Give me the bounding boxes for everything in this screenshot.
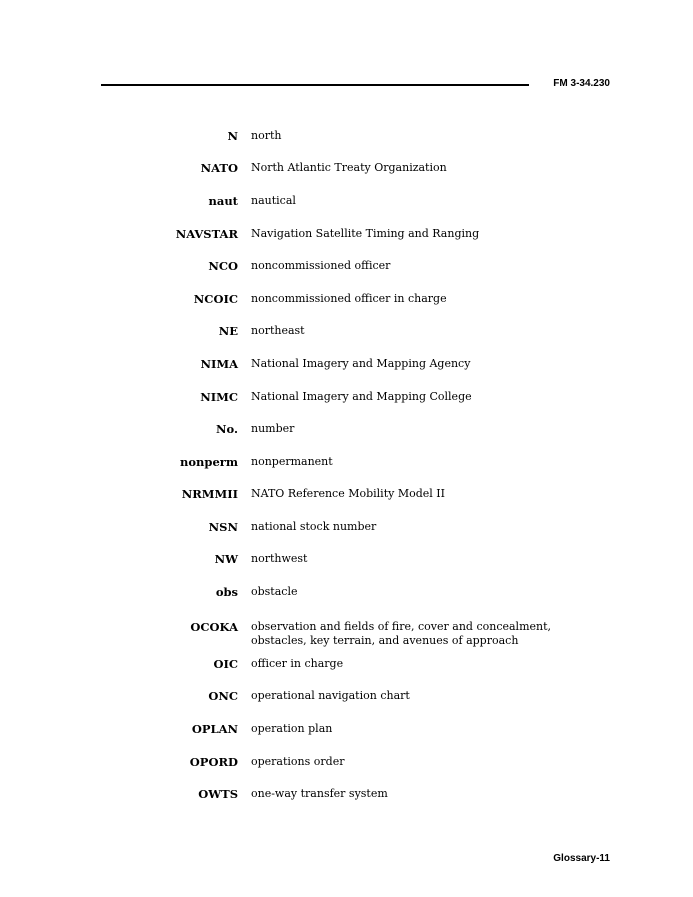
glossary-term: NE bbox=[218, 324, 238, 338]
glossary-definition: operation plan bbox=[251, 722, 333, 735]
glossary-term: N bbox=[227, 129, 238, 143]
glossary-definition: observation and fields of fire, cover and concealment, obstacles, key terrain, and avenues of approach bbox=[251, 620, 552, 647]
glossary-term: No. bbox=[216, 422, 238, 436]
glossary-definition: National Imagery and Mapping Agency bbox=[251, 357, 471, 370]
glossary-definition: operations order bbox=[251, 755, 345, 768]
glossary-definition: operational navigation chart bbox=[251, 689, 410, 702]
glossary-definition: northwest bbox=[251, 552, 308, 565]
glossary-term: NCO bbox=[208, 259, 238, 273]
glossary-term: nonperm bbox=[180, 455, 238, 469]
glossary-definition: obstacle bbox=[251, 585, 298, 598]
glossary-definition: officer in charge bbox=[251, 657, 344, 670]
glossary-term: NRMMII bbox=[181, 487, 238, 501]
glossary-definition: number bbox=[251, 422, 295, 435]
glossary-term: OPORD bbox=[189, 755, 238, 769]
glossary-term: OPLAN bbox=[191, 722, 238, 736]
glossary-term: naut bbox=[208, 194, 238, 208]
glossary-term: OWTS bbox=[198, 787, 238, 801]
glossary-term: NIMC bbox=[200, 390, 238, 404]
page-number: Glossary-11 bbox=[553, 853, 610, 864]
glossary-definition: National Imagery and Mapping College bbox=[251, 390, 472, 403]
glossary-term: OIC bbox=[213, 657, 238, 671]
glossary-term: NAVSTAR bbox=[175, 227, 238, 241]
glossary-term: NATO bbox=[200, 161, 238, 175]
glossary-definition: NATO Reference Mobility Model II bbox=[251, 487, 445, 500]
glossary-term: obs bbox=[215, 585, 238, 599]
glossary-term: NW bbox=[214, 552, 238, 566]
glossary-term: ONC bbox=[208, 689, 238, 703]
glossary-definition: one-way transfer system bbox=[251, 787, 388, 800]
glossary-definition: Navigation Satellite Timing and Ranging bbox=[251, 227, 480, 240]
glossary-definition: nautical bbox=[251, 194, 296, 207]
glossary-definition: northeast bbox=[251, 324, 305, 337]
glossary-definition: North Atlantic Treaty Organization bbox=[251, 161, 447, 174]
glossary-definition: noncommissioned officer bbox=[251, 259, 391, 272]
glossary-term: NCOIC bbox=[193, 292, 238, 306]
glossary-definition: national stock number bbox=[251, 520, 377, 533]
document-id: FM 3-34.230 bbox=[553, 78, 610, 89]
glossary-term: NSN bbox=[208, 520, 238, 534]
glossary-term: OCOKA bbox=[190, 620, 238, 634]
glossary-definition: north bbox=[251, 129, 282, 142]
glossary-definition: nonpermanent bbox=[251, 455, 333, 468]
glossary-definition: noncommissioned officer in charge bbox=[251, 292, 447, 305]
glossary-term: NIMA bbox=[200, 357, 238, 371]
